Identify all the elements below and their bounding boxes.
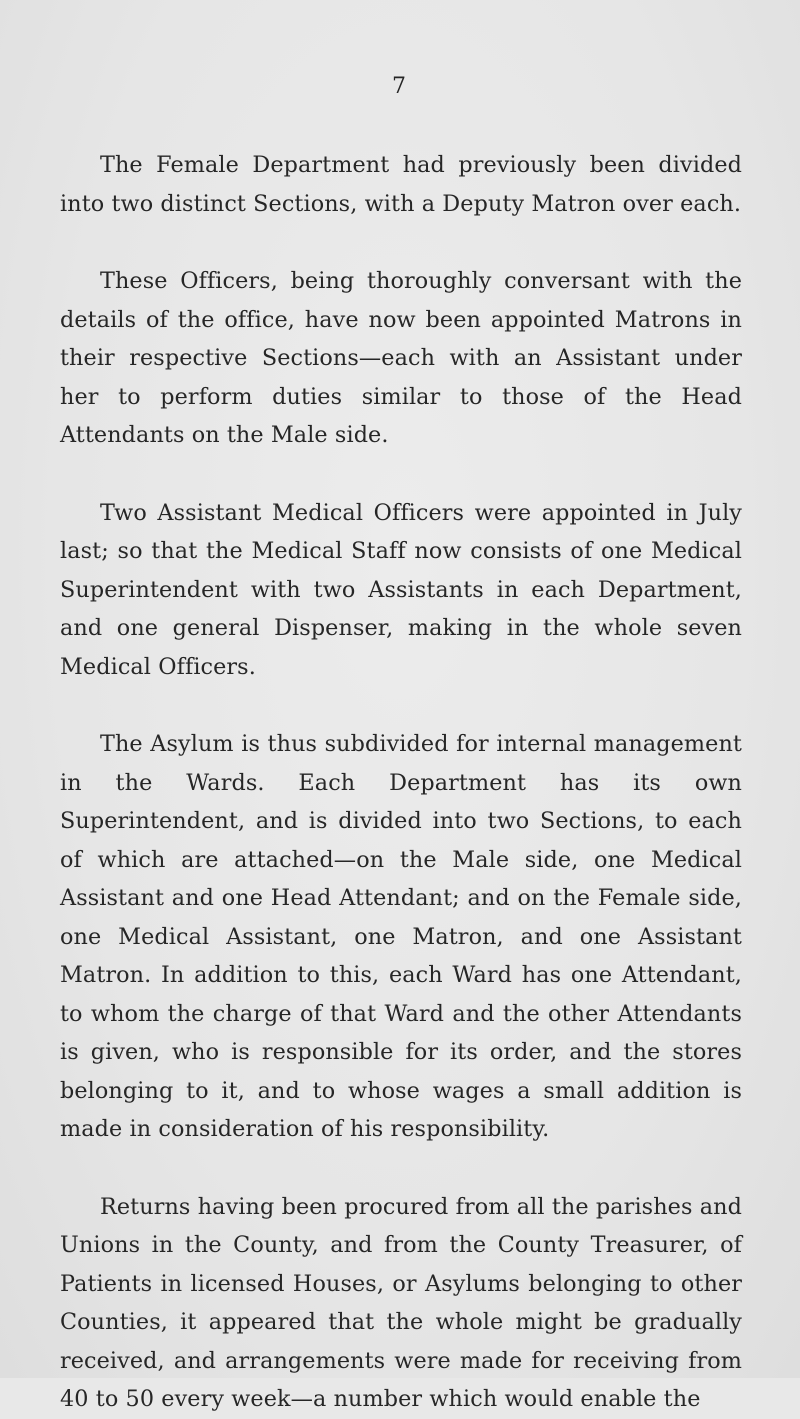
paragraph-medical-staff: Two Assistant Medical Officers were appointed in July last; so that the Medical Staff now consists of one Medical Superintendent with two Assistants in each Department, and one general Dispenser, making in the whole seven Medical Officers.	[60, 499, 742, 680]
paragraph-female-department: The Female Department had previously been divided into two distinct Sections, with a Deputy Matron over each.	[60, 152, 742, 217]
paragraph-officers-matrons: These Officers, being thoroughly conversant with the details of the office, have now been appointed Matrons in their respective Sections—each with an Assistant under her to perform duties similar to those of the Head Attendants on the Male side.	[60, 268, 742, 448]
body-text	[60, 146, 742, 1419]
paragraph-returns: Returns having been procured from all the parishes and Unions in the County, and from the County Treasurer, of Patients in licensed Houses, or Asylums belonging to other Counties, it appeared that the whole might be gradually received, and arrangements were made for receiving from 40 to 50 every week—a number which would enable the	[60, 1193, 742, 1412]
paragraph-asylum-management: The Asylum is thus subdivided for internal management in the Wards. Each Department has its own Superintendent, and is divided into two Sections, to each of which are attached—on the Male side, one Medical Assistant and one Head Attendant; and on the Female side, one Medical Assistant, one Matron, and one Assistant Matron. In addition to this, each Ward has one Attendant, to whom the charge of that Ward and the other Attendants is given, who is responsible for its order, and the stores belonging to it, and to whose wages a small addition is made in consideration of his responsibility.	[60, 731, 742, 1142]
page-number: 7	[392, 74, 406, 99]
